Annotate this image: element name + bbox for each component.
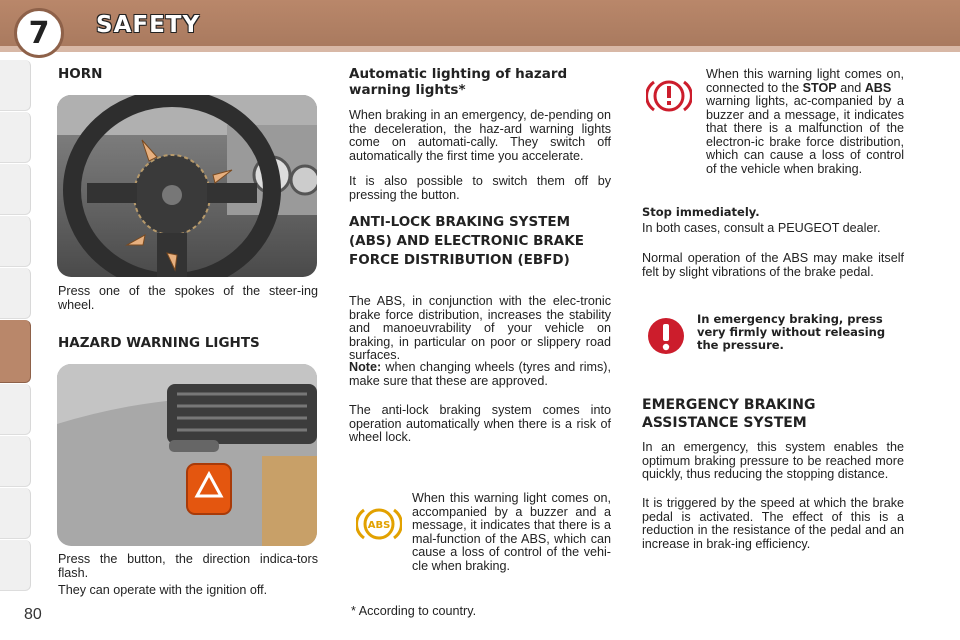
hazard-ignition-note: They can operate with the ignition off. xyxy=(58,583,268,597)
footnote: * According to country. xyxy=(351,604,477,618)
chapter-number-badge: 7 xyxy=(14,8,64,58)
eba-description: In an emergency, this system enables the optimum braking pressure to be reached more quickly, thus reducing the stopping distance. xyxy=(642,440,904,481)
warn-text-b: warning lights, ac-companied by a buzzer and a message, it indicates that there is a malfunction of the electron-ic brake force distribution, which can cause a loss of control of the vehicle when braking. xyxy=(706,94,904,176)
auto-hazard-title: Automatic lighting of hazard warning lights* xyxy=(349,66,568,98)
emergency-braking-tip: In emergency braking, press very firmly without releasing the pressure. xyxy=(697,312,886,352)
abs-note xyxy=(349,361,611,388)
horn-title: HORN xyxy=(58,66,103,82)
horn-instruction: Press one of the spokes of the steer-ing wheel. xyxy=(58,284,318,312)
chapter-tab[interactable] xyxy=(0,164,31,215)
chapter-tab[interactable] xyxy=(0,216,31,267)
chapter-tab[interactable] xyxy=(0,488,31,539)
steering-wheel-photo xyxy=(57,95,317,277)
eba-trigger-text: It is triggered by the speed at which the brake pedal is activated. The effect of this is a reduction in the resistance of the pedal and an increase in brak-ing efficiency. xyxy=(642,496,904,551)
eba-title-line2: ASSISTANCE SYSTEM xyxy=(642,415,807,431)
abs-operation: The anti-lock braking system comes into operation automatically when there is a risk of wheel lock. xyxy=(349,403,611,444)
brake-warning-text xyxy=(642,68,904,176)
abs-title: ANTI-LOCK BRAKING SYSTEM (ABS) AND ELECTRONIC BRAKE FORCE DISTRIBUTION (EBFD) xyxy=(349,214,584,268)
chapter-tab-active[interactable] xyxy=(0,320,31,383)
hazard-instruction: Press the button, the direction indica-tors flash. xyxy=(58,552,318,580)
abs-normal-operation: Normal operation of the ABS may make itself felt by slight vibrations of the brake pedal. xyxy=(642,251,904,279)
chapter-tab[interactable] xyxy=(0,540,31,591)
chapter-tab[interactable] xyxy=(0,60,31,111)
abs-warning-text: When this warning light comes on, accompanied by a buzzer and a message, it indicates that there is a mal-function of the ABS, which can cause a loss of control of the vehi-cle when braking. xyxy=(412,491,611,573)
consult-dealer-text: In both cases, consult a PEUGEOT dealer. xyxy=(642,221,881,235)
abs-warning-icon xyxy=(356,504,402,544)
note-text: when changing wheels (tyres and rims), make sure that these are approved. xyxy=(349,360,611,388)
svg-text:ABS: ABS xyxy=(367,520,391,531)
chapter-tab[interactable] xyxy=(0,384,31,435)
warn-and: and xyxy=(840,80,862,95)
section-title: SAFETY xyxy=(96,12,201,38)
abs-label: ABS xyxy=(864,80,892,95)
hazard-title: HAZARD WARNING LIGHTS xyxy=(58,335,260,351)
chapter-tab[interactable] xyxy=(0,436,31,487)
page-number: 80 xyxy=(24,606,42,623)
chapter-tab[interactable] xyxy=(0,112,31,163)
eba-title-line1: EMERGENCY BRAKING xyxy=(642,397,816,413)
abs-description: The ABS, in conjunction with the elec-tronic brake force distribution, increases the stability and manoeuvrability of your vehicle on braking, in particular on poor or slippery road surfaces. xyxy=(349,294,611,362)
auto-hazard-switch-off: It is also possible to switch them off by pressing the button. xyxy=(349,174,611,202)
stop-label: STOP xyxy=(802,80,837,95)
note-label: Note: xyxy=(349,360,382,374)
exclamation-caution-icon xyxy=(648,317,684,355)
auto-hazard-text: When braking in an emergency, de-pending on the deceleration, the haz-ard warning lights come on automati-cally. They switch off automatically the first time you accelerate. xyxy=(349,108,611,163)
chapter-tabs xyxy=(0,60,32,580)
chapter-tab[interactable] xyxy=(0,268,31,319)
stop-immediately: Stop immediately. xyxy=(642,205,760,219)
header-stripe xyxy=(0,46,960,52)
warn-text-a: When this warning light comes on, connected to the xyxy=(706,67,904,95)
hazard-button-photo xyxy=(57,364,317,546)
